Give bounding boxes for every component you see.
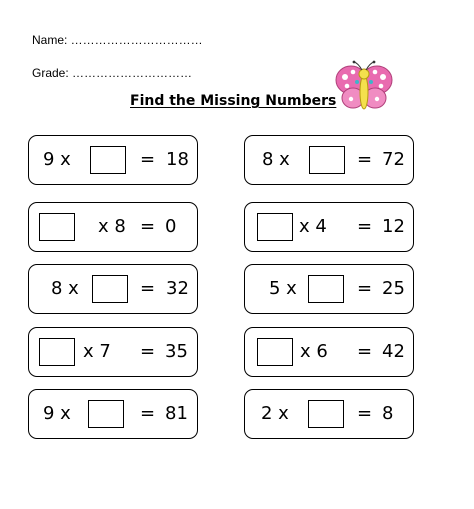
problem-left-factor: 8 x	[262, 149, 290, 170]
problem-equals: =	[357, 278, 373, 299]
problem-result: 18	[166, 149, 189, 170]
problem-card	[244, 327, 414, 377]
problem-result: 72	[382, 149, 405, 170]
problem-left-factor: 9 x	[43, 149, 71, 170]
answer-box[interactable]	[39, 213, 75, 241]
problem-result: 0	[165, 216, 177, 237]
problem-card	[28, 264, 198, 314]
worksheet-title: Find the Missing Numbers	[130, 93, 337, 109]
problem-result: 35	[165, 341, 188, 362]
problem-equals: =	[357, 403, 373, 424]
problem-equals: =	[140, 216, 156, 237]
problem-equals: =	[357, 341, 373, 362]
problem-card	[28, 202, 198, 252]
problem-left-factor: 5 x	[269, 278, 297, 299]
answer-box[interactable]	[308, 400, 344, 428]
problem-right-factor: x 4	[299, 216, 327, 237]
problem-equals: =	[357, 216, 373, 237]
problem-equals: =	[140, 341, 156, 362]
answer-box[interactable]	[92, 275, 128, 303]
problem-right-factor: x 8	[98, 216, 126, 237]
problem-equals: =	[140, 403, 156, 424]
answer-box[interactable]	[257, 213, 293, 241]
problem-equals: =	[357, 149, 373, 170]
problem-result: 8	[382, 403, 394, 424]
answer-box[interactable]	[90, 146, 126, 174]
grade-field-line: Grade: …………………………	[32, 66, 193, 80]
problem-equals: =	[140, 149, 156, 170]
problem-card	[244, 389, 414, 439]
answer-box[interactable]	[309, 146, 345, 174]
problem-result: 42	[382, 341, 405, 362]
name-field-line: Name: ……………………………	[32, 33, 203, 47]
problem-left-factor: 8 x	[51, 278, 79, 299]
problem-card	[244, 264, 414, 314]
butterfly-icon	[333, 60, 395, 118]
problem-card	[28, 327, 198, 377]
problem-result: 25	[382, 278, 405, 299]
problem-left-factor: 2 x	[261, 403, 289, 424]
problem-card	[28, 135, 198, 185]
problem-result: 12	[382, 216, 405, 237]
answer-box[interactable]	[39, 338, 75, 366]
problem-card	[244, 135, 414, 185]
answer-box[interactable]	[88, 400, 124, 428]
answer-box[interactable]	[308, 275, 344, 303]
problem-result: 32	[166, 278, 189, 299]
problem-card	[28, 389, 198, 439]
answer-box[interactable]	[257, 338, 293, 366]
problem-card	[244, 202, 414, 252]
problem-equals: =	[140, 278, 156, 299]
problem-left-factor: 9 x	[43, 403, 71, 424]
problem-right-factor: x 6	[300, 341, 328, 362]
problem-result: 81	[165, 403, 188, 424]
problem-right-factor: x 7	[83, 341, 111, 362]
